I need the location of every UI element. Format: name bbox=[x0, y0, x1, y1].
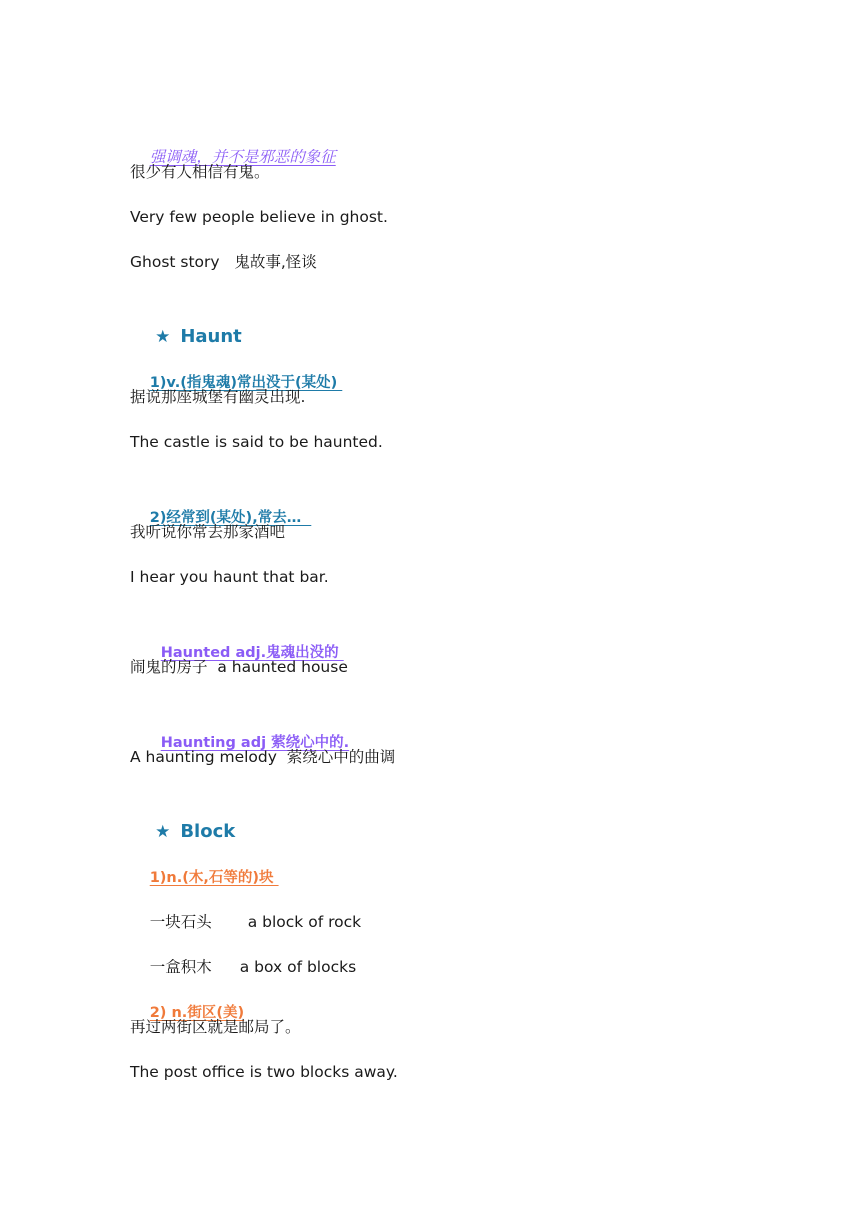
phrase-line: 闹鬼的房子 a haunted house bbox=[130, 658, 348, 676]
star-icon: ★ bbox=[155, 327, 171, 347]
note-line bbox=[130, 112, 770, 166]
derivative-haunting: Haunting adj 萦绕心中的. bbox=[160, 735, 350, 751]
derivative-haunted: Haunted adj.鬼魂出没的 bbox=[160, 645, 344, 661]
document-page bbox=[130, 112, 770, 1102]
section-heading-haunt bbox=[130, 292, 770, 347]
example-cn: 据说那座城堡有幽灵出现. bbox=[130, 388, 306, 406]
section-heading-block bbox=[130, 787, 770, 842]
star-icon: ★ bbox=[155, 822, 171, 842]
sense-2-haunt: 2)经常到(某处),常去… bbox=[149, 510, 312, 526]
phrase-cn: 一块石头 bbox=[149, 913, 212, 931]
example-en: The post office is two blocks away. bbox=[130, 1063, 398, 1081]
sense-1-haunt: 1)v.(指鬼魂)常出没于(某处) bbox=[149, 375, 343, 391]
phrase-cn: 一盒积木 bbox=[149, 958, 212, 976]
phrase-line: Ghost story 鬼故事,怪谈 bbox=[130, 253, 317, 271]
phrase-en: a box of blocks bbox=[239, 958, 357, 976]
example-en: Very few people believe in ghost. bbox=[130, 208, 388, 226]
heading-text: Block bbox=[180, 821, 236, 842]
example-cn: 我听说你常去那家酒吧 bbox=[130, 523, 286, 541]
example-en: I hear you haunt that bar. bbox=[130, 568, 329, 586]
example-cn: 再过两街区就是邮局了。 bbox=[130, 1018, 301, 1036]
example-cn: 很少有人相信有鬼。 bbox=[130, 163, 270, 181]
phrase-en: a block of rock bbox=[247, 913, 362, 931]
sense-1-block: 1)n.(木,石等的)块 bbox=[149, 870, 279, 886]
phrase-line: A haunting melody 萦绕心中的曲调 bbox=[130, 748, 396, 766]
example-en: The castle is said to be haunted. bbox=[130, 433, 383, 451]
italic-note: 强调魂，并不是邪恶的象征 bbox=[149, 148, 336, 166]
sense-2-block: 2) n.街区(美) bbox=[149, 1005, 245, 1021]
heading-text: Haunt bbox=[180, 326, 242, 347]
